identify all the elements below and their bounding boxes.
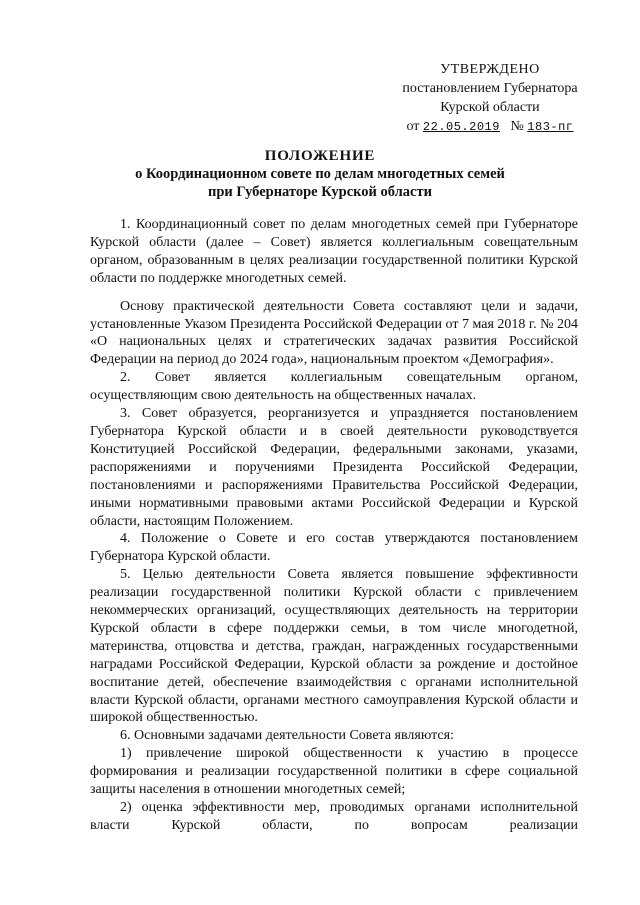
document-title: ПОЛОЖЕНИЕ <box>264 148 376 164</box>
document-heading <box>90 147 550 201</box>
approval-stamp <box>370 60 610 137</box>
approval-date: 22.05.2019 <box>422 120 500 134</box>
paragraph-6-2: 2) оценка эффективности мер, проводимых органами исполнительной власти Курской области, по вопросам реализации <box>90 800 578 833</box>
document-body <box>90 216 578 835</box>
paragraph-6: 6. Основными задачами деятельности Совета являются: <box>120 728 454 744</box>
approval-date-line <box>370 117 610 137</box>
paragraph-1: 1. Координационный совет по делам многодетных семей при Губернаторе Курской области (далее – Совет) является коллегиальным совещательным органом, образованным в целях реализации государственной политики Курской области по поддержке многодетных семей. <box>90 217 578 286</box>
paragraph-basis: Основу практической деятельности Совета составляют цели и задачи, установленные Указом Президента Российской Федерации от 7 мая 2018 г. № 204 «О национальных целях и стратегических задачах развития Российской Федерации на период до 2024 года», национальным проектом «Демография». <box>90 298 578 368</box>
paragraph-4: 4. Положение о Совете и его состав утверждаются постановлением Губернатора Курской области. <box>90 531 578 565</box>
approval-number: 183-пг <box>527 120 574 134</box>
approval-title: УТВЕРЖДЕНО <box>440 62 540 77</box>
paragraph-6-1: 1) привлечение широкой общественности к участию в процессе формирования и реализации государственной политики в сфере социальной защиты населения в отношении многодетных семей; <box>90 746 578 798</box>
paragraph-3: 3. Совет образуется, реорганизуется и упраздняется постановлением Губернатора Курской области и в своей деятельности руководствуется Конституцией Российской Федерации, федеральными законами, указами, распоряжениями и поручениями Президента Российской Федерации, постановлениями и распоряжениями Правительства Российской Федерации, иными нормативными правовыми актами Российской Федерации и Курской области, настоящим Положением. <box>90 406 578 529</box>
document-subtitle-line-1: о Координационном совете по делам многодетных семей <box>135 166 505 182</box>
approval-from-label: от <box>406 119 420 134</box>
paragraph-5: 5. Целью деятельности Совета является повышение эффективности реализации государственной политики Курской области с привлечением некоммерческих организаций, осуществляющих деятельность на территории Курской области в сфере поддержки семьи, в том числе многодетной, материнства, отцовства и детства, граждан, награжденных государственными наградами Российской Федерации, Курской области за рождение и достойное воспитание детей, обеспечение взаимодействия с органами исполнительной власти Курской области, органами местного самоуправления Курской области и широкой общественностью. <box>90 567 578 726</box>
approval-number-label: № <box>510 119 524 134</box>
paragraph-2: 2. Совет является коллегиальным совещательным органом, осуществляющим свою деятельность на общественных началах. <box>90 370 578 404</box>
approval-line-1: постановлением Губернатора <box>402 81 578 96</box>
approval-line-2: Курской области <box>440 100 540 115</box>
document-subtitle-line-2: при Губернаторе Курской области <box>208 184 432 200</box>
